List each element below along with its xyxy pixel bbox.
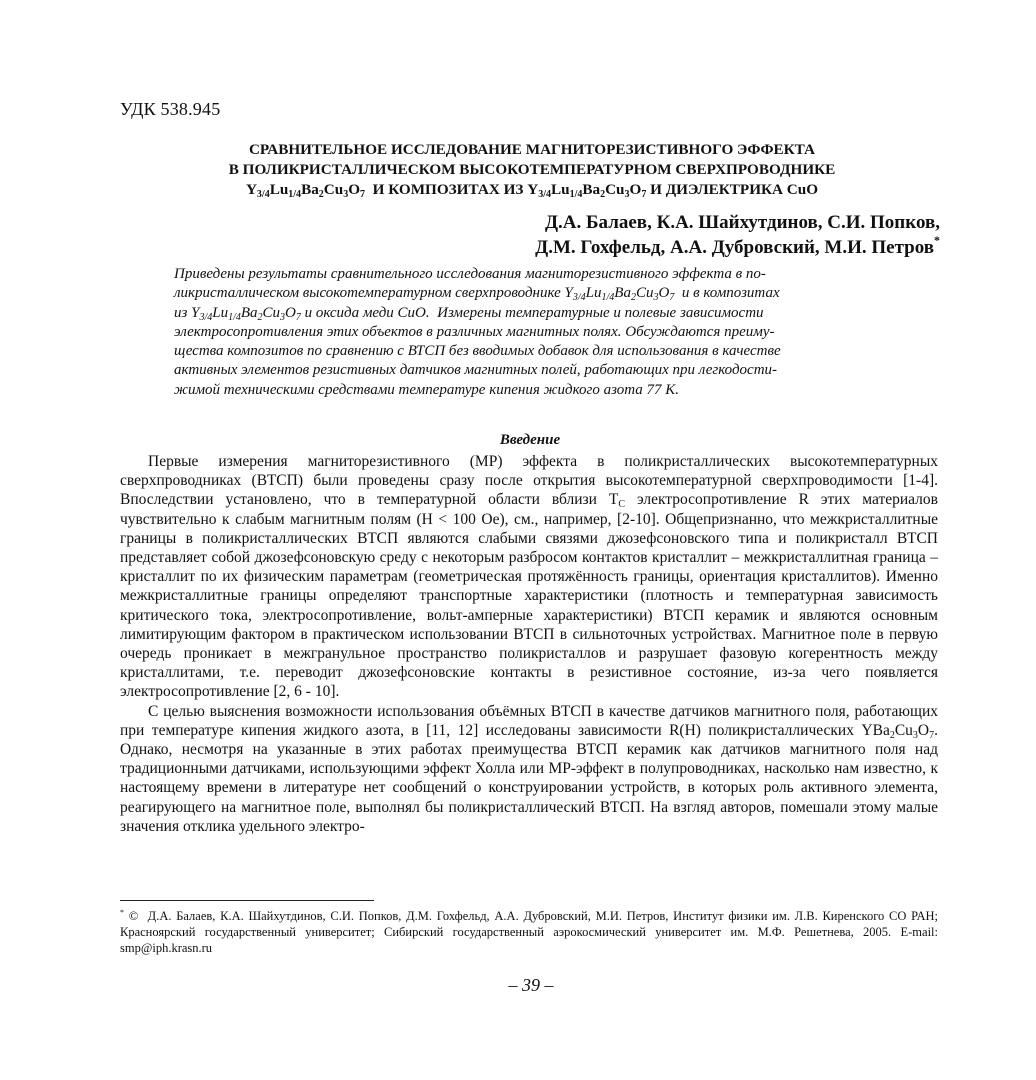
author-list (535, 210, 940, 260)
author-footnote-mark: * (934, 233, 940, 247)
page-number: – 39 – (508, 975, 554, 995)
abstract-line: из $Y_{3/4}Lu_{1/4}Ba_2Cu_3O_7$ и оксида меди CuO. Измерены температурные и полевые зависимости (174, 304, 764, 323)
abstract-line: активных элементов резистивных датчиков магнитных полей, работающих при легкодости- (174, 362, 778, 379)
paragraph-1: Первые измерения магниторезистивного (МР) эффекта в поликристаллических высокотемпературных сверхпроводниках (ВТСП) были проведены сразу после открытия высокотемпературной сверхпроводимости [1-4]. Впоследствии установлено, что в температурной области вблизи $T_C$ электросопротивление R этих материалов чувствительно к слабым магнитным полям (H < 100 Oe), см., например, [2-10]. Общепризнанно, что межкристаллитные границы в поликристаллических ВТСП являются слабыми связями джозефсоновского типа и поликристалл ВТСП представляет собой джозефсоновскую среду с некоторым разбросом контактов кристаллит – межкристаллитная граница – кристаллит по их физическим параметрам (геометрическая протяжённость границы, ориентация кристаллитов). Именно межкристаллитные границы определяют транспортные характеристики (плотность и температурная зависимость критического тока, электросопротивление, вольт-амперные характеристики) ВТСП керамик и являются основным лимитирующим фактором в практическом использовании ВТСП в сильноточных устройствах. Магнитное поле в первую очередь проникает в межгранульное пространство поликристаллов и разрушает фазовую когерентность между кристаллитами, т.е. переводит джозефсоновские контакты в резистивное состояние, из-за чего появляется электросопротивление [2, 6 - 10]. (120, 453, 938, 701)
footnote-mark: * (120, 908, 124, 917)
footnote-divider (120, 900, 374, 901)
title-line-2: В ПОЛИКРИСТАЛЛИЧЕСКОМ ВЫСОКОТЕМПЕРАТУРНОМ СВЕРХПРОВОДНИКЕ (228, 161, 836, 178)
abstract-line: Приведены результаты сравнительного исследования магниторезистивного эффекта в по- (174, 266, 766, 282)
abstract (174, 265, 890, 400)
abstract-line: щества композитов по сравнению с ВТСП без вводимых добавок для использования в качестве (174, 343, 781, 360)
title-line-3: $Y_{3/4}Lu_{1/4}Ba_2Cu_3O_7$ И КОМПОЗИТАХ ИЗ $Y_{3/4}Lu_{1/4}Ba_2Cu_3O_7$ И ДИЭЛЕКТРИКА CuO (245, 181, 819, 200)
abstract-line: электросопротивления этих объектов в различных магнитных полях. Обсуждаются преиму- (174, 323, 775, 340)
abstract-line: жимой техническими средствами температуре кипения жидкого азота 77 К. (174, 381, 680, 398)
abstract-line: ликристаллическом высокотемпературном сверхпроводнике $Y_{3/4}Lu_{1/4}Ba_2Cu_3O_7$ и в композитах (174, 285, 780, 304)
title-line-1: СРАВНИТЕЛЬНОЕ ИССЛЕДОВАНИЕ МАГНИТОРЕЗИСТИВНОГО ЭФФЕКТА (248, 141, 816, 158)
authors-line-1: Д.А. Балаев, К.А. Шайхутдинов, С.И. Попков, (544, 212, 940, 233)
section-heading: Введение (499, 432, 561, 448)
body-text (120, 452, 938, 836)
authors-line-2: Д.М. Гохфельд, А.А. Дубровский, М.И. Петров* (535, 233, 940, 258)
footnote (120, 908, 942, 956)
paragraph-2: С целью выяснения возможности использования объёмных ВТСП в качестве датчиков магнитного поля, работающих при температуре кипения жидкого азота, в [11, 12] исследованы зависимости R(H) поликристаллических $YBa_2Cu_3O_7$. Однако, несмотря на указанные в этих работах преимущества ВТСП керамик как датчиков магнитного поля над традиционными датчиками, использующими эффект Холла или МР-эффект в полупроводниках, насколько нам известно, к настоящему времени в литературе нет сообщений о конструировании устройств, в которых роль активного элемента, реагирующего на магнитное поле, выполнял бы поликристаллический ВТСП. На взгляд авторов, помешали этому малые значения отклика удельного электро- (120, 702, 938, 835)
udk-code: УДК 538.945 (120, 99, 221, 119)
paper-title (120, 140, 944, 200)
footnote-text: © Д.А. Балаев, К.А. Шайхутдинов, С.И. Попков, Д.М. Гохфельд, А.А. Дубровский, М.И. Петров, Институт физики им. Л.В. Киренского СО РАН; Красноярский государственный университет; Сибирский государственный аэрокосмический университет им. М.Ф. Решетнева, 2005. E-mail: smp@iph.krasn.ru (120, 909, 942, 955)
